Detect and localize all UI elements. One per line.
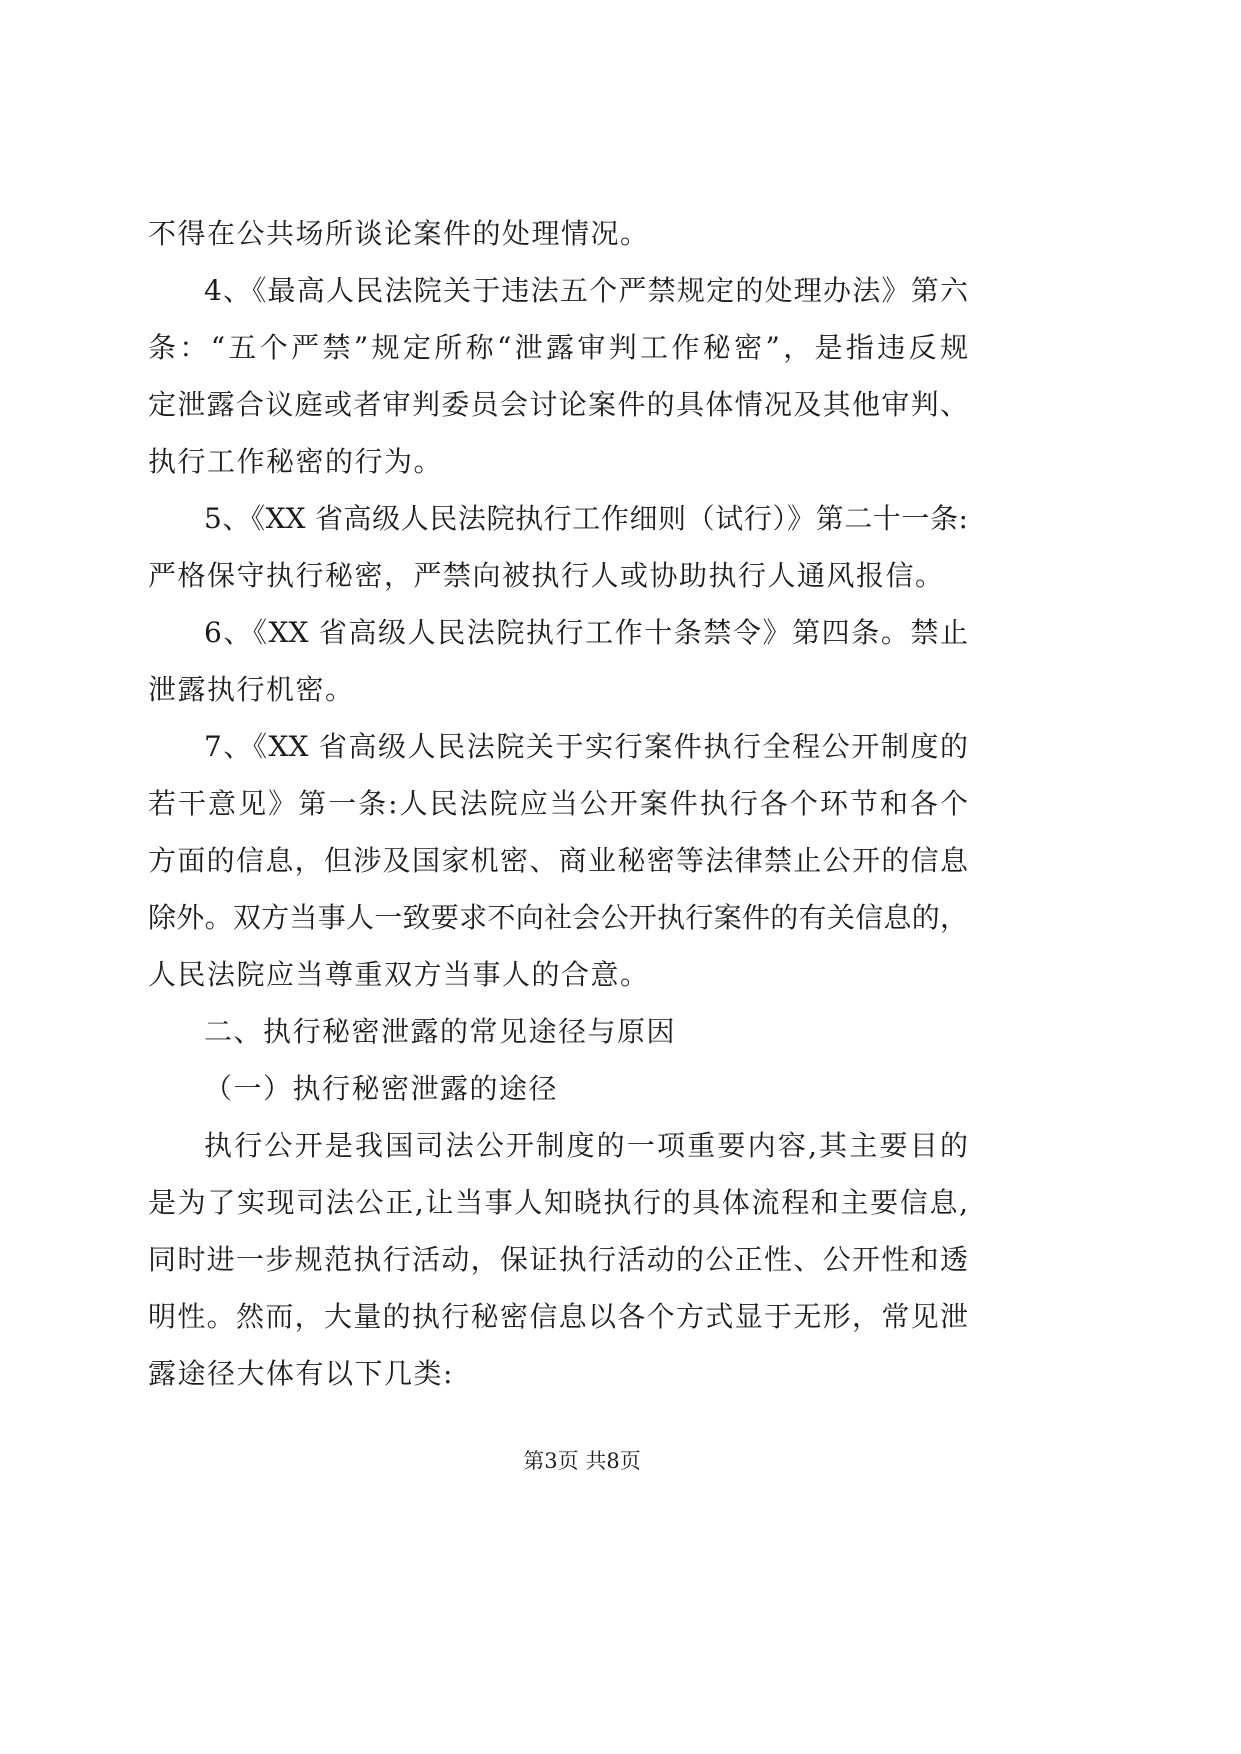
text-line: 条：“五个严禁”规定所称“泄露审判工作秘密”，是指违反规 — [148, 331, 968, 364]
subsection-heading-text: （一）执行秘密泄露的途径 — [204, 1072, 559, 1105]
text-line: 人民法院应当尊重双方当事人的合意。 — [148, 958, 650, 991]
text-line: 执行公开是我国司法公开制度的一项重要内容,其主要目的 — [204, 1129, 968, 1162]
document-body — [148, 205, 968, 1402]
text-line: 露途径大体有以下几类: — [148, 1357, 454, 1390]
text-line: 7、《XX 省高级人民法院关于实行案件执行全程公开制度的 — [204, 730, 968, 763]
paragraph-continuation — [148, 205, 968, 262]
paragraph-item-5 — [148, 490, 968, 604]
paragraph-item-4 — [148, 262, 968, 490]
paragraph-body — [148, 1117, 968, 1402]
text-line: 泄露执行机密。 — [148, 673, 355, 706]
text-line: 5、《XX 省高级人民法院执行工作细则（试行）》第二十一条: — [204, 502, 968, 535]
paragraph-item-6 — [148, 604, 968, 718]
text-line: 若干意见》第一条:人民法院应当公开案件执行各个环节和各个 — [148, 787, 968, 820]
text-line: 定泄露合议庭或者审判委员会讨论案件的具体情况及其他审判、 — [148, 388, 968, 421]
text-line: 除外。双方当事人一致要求不向社会公开执行案件的有关信息的， — [148, 901, 968, 934]
section-heading — [148, 1003, 968, 1060]
text-line: 不得在公共场所谈论案件的处理情况。 — [148, 217, 650, 250]
text-line: 同时进一步规范执行活动，保证执行活动的公正性、公开性和透 — [148, 1243, 968, 1276]
text-line: 方面的信息，但涉及国家机密、商业秘密等法律禁止公开的信息 — [148, 844, 968, 877]
paragraph-item-7 — [148, 718, 968, 1003]
subsection-heading — [148, 1060, 968, 1117]
text-line: 4、《最高人民法院关于违法五个严禁规定的处理办法》第六 — [204, 274, 968, 307]
text-line: 明性。然而，大量的执行秘密信息以各个方式显于无形，常见泄 — [148, 1300, 968, 1333]
text-line: 6、《XX 省高级人民法院执行工作十条禁令》第四条。禁止 — [204, 616, 968, 649]
text-line: 执行工作秘密的行为。 — [148, 445, 444, 478]
page-number-footer: 第3页 共8页 — [523, 1449, 641, 1473]
text-line: 是为了实现司法公正,让当事人知晓执行的具体流程和主要信息, — [148, 1186, 968, 1219]
text-line: 严格保守执行秘密，严禁向被执行人或协助执行人通风报信。 — [148, 559, 945, 592]
section-heading-text: 二、执行秘密泄露的常见途径与原因 — [204, 1015, 677, 1048]
